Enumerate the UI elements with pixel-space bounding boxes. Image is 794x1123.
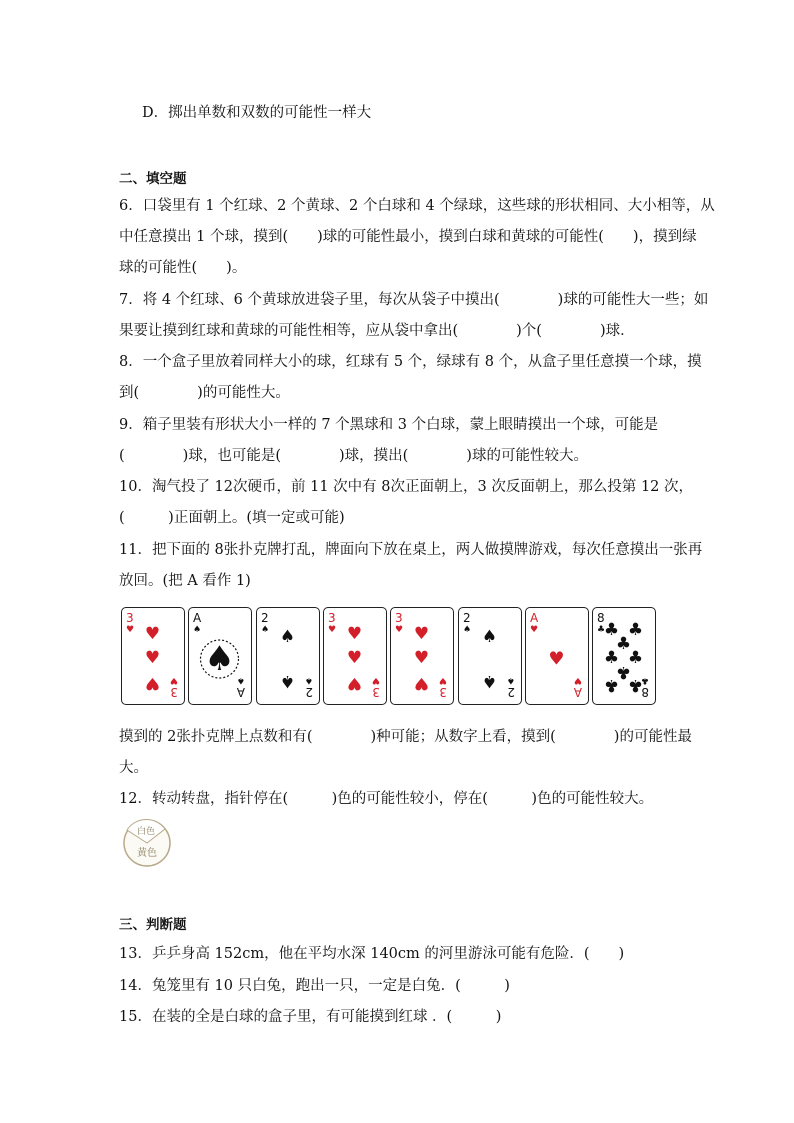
card-corner-suit-icon: ♥ (529, 625, 538, 635)
card-pip-icon: ♠ (481, 671, 497, 691)
card-pip-icon: ♥ (548, 648, 565, 670)
playing-card (458, 607, 522, 705)
playing-card (256, 607, 320, 705)
card-pip-icon: ♣ (615, 634, 632, 654)
question-11-line-1: 11．把下面的 8张扑克牌打乱，牌面向下放在桌上，两人做摸牌游戏，每次任意摸出一张再 (119, 542, 703, 558)
card-corner-suit-icon: ♠ (260, 625, 269, 635)
question-11-line-2: 放回。(把 A 看作 1) (119, 573, 251, 589)
card-pip-icon: ♥ (346, 648, 363, 668)
playing-card (188, 607, 252, 705)
card-corner-suit-icon: ♥ (327, 625, 336, 635)
card-rank-label: A (193, 611, 202, 625)
playing-card (323, 607, 387, 705)
card-rank-label: 8 (641, 685, 650, 699)
card-rank-label: 3 (372, 685, 380, 699)
question-14: 14．兔笼里有 10 只白兔，跑出一只，一定是白兔．( ) (119, 978, 510, 994)
question-15: 15．在装的全是白球的盒子里，有可能摸到红球 ．( ) (119, 1009, 502, 1025)
card-face (459, 608, 520, 703)
card-face (391, 608, 452, 703)
question-9-line-2: ( )球，也可能是( )球，摸出( )球的可能性较大。 (119, 448, 588, 464)
card-face (526, 608, 587, 703)
card-rank-label: 3 (395, 611, 403, 625)
question-11-after-line-1: 摸到的 2张扑克牌上点数和有( )种可能；从数字上看，摸到( )的可能性最 (119, 729, 692, 745)
spinner-figure (122, 818, 172, 868)
card-rank-label: 2 (304, 685, 313, 699)
question-7-line-1: 7．将 4 个红球、6 个黄球放进袋子里，每次从袋子中摸出( )球的可能性大一些；如 (119, 292, 709, 308)
card-pip-icon: ♥ (414, 624, 430, 644)
card-corner-suit-icon: ♠ (193, 625, 202, 635)
card-pip-icon: ♣ (627, 675, 644, 695)
card-pip-icon: ♣ (603, 675, 620, 695)
card-pip-icon: ♠ (279, 671, 295, 691)
question-6-line-3: 球的可能性( )。 (119, 260, 247, 276)
card-pip-icon: ♣ (627, 648, 644, 668)
card-corner-suit-icon: ♠ (237, 675, 246, 685)
question-10-line-2: ( )正面朝上。(填一定或可能) (119, 510, 345, 526)
playing-card (121, 607, 185, 705)
question-7-line-2: 果要让摸到红球和黄球的可能性相等，应从袋中拿出( )个( )球． (119, 323, 635, 339)
card-face (257, 608, 318, 703)
section-3-title: 三、判断题 (119, 917, 187, 933)
card-pip-icon: ♥ (346, 624, 363, 644)
playing-card (390, 607, 454, 705)
card-pip-icon: ♣ (615, 662, 632, 682)
card-rank-label: 2 (462, 611, 471, 625)
card-rank-label: 8 (597, 611, 605, 625)
card-rank-label: A (573, 685, 582, 699)
card-corner-suit-icon: ♥ (573, 675, 582, 685)
card-corner-suit-icon: ♣ (641, 675, 650, 685)
card-pip-icon: ♠ (279, 627, 295, 647)
card-corner-suit-icon: ♥ (439, 675, 448, 685)
question-10-line-1: 10．淘气投了 12次硬币，前 11 次中有 8次正面朝上，3 次反面朝上，那么投第 12 次， (119, 479, 694, 495)
playing-card (525, 607, 589, 705)
question-11-after-line-2: 大。 (119, 760, 148, 776)
card-corner-suit-icon: ♥ (371, 675, 380, 685)
card-rank-label: 2 (260, 611, 269, 625)
spinner-small-label: 白色 (136, 827, 156, 837)
question-6-line-2: 中任意摸出 1 个球，摸到( )球的可能性最小，摸到白球和黄球的可能性( )，摸到绿 (119, 229, 697, 245)
card-corner-suit-icon: ♣ (597, 625, 606, 635)
question-9-line-1: 9．箱子里装有形状大小一样的 7 个黑球和 3 个白球，蒙上眼睛摸出一个球，可能是 (119, 417, 659, 433)
spinner-large-label: 黄色 (137, 848, 157, 859)
card-pip-icon: ♥ (144, 648, 161, 668)
question-8-line-1: 8．一个盒子里放着同样大小的球，红球有 5 个，绿球有 8 个，从盒子里任意摸一个球，摸 (119, 354, 702, 370)
card-corner-suit-icon: ♠ (462, 625, 471, 635)
card-pip-icon: ♥ (414, 673, 430, 693)
card-rank-label: A (237, 685, 246, 699)
card-pip-icon: ♥ (414, 648, 430, 668)
card-pip-icon: ♣ (603, 648, 620, 668)
card-pip-icon: ♥ (144, 673, 161, 693)
card-rank-label: 3 (170, 685, 178, 699)
card-face (189, 608, 250, 703)
card-face (593, 608, 654, 703)
card-corner-suit-icon: ♥ (395, 625, 404, 635)
card-corner-suit-icon: ♥ (126, 625, 135, 635)
card-corner-suit-icon: ♠ (506, 675, 515, 685)
card-rank-label: 3 (327, 611, 336, 625)
card-rank-label: 2 (506, 685, 515, 699)
card-pip-icon: ♠ (204, 639, 236, 679)
card-pip-icon: ♥ (144, 624, 161, 644)
card-pip-icon: ♠ (481, 627, 497, 647)
card-face (122, 608, 183, 703)
playing-cards-row (121, 607, 661, 707)
card-rank-label: 3 (126, 611, 134, 625)
option-d: D．掷出单数和双数的可能性一样大 (142, 105, 372, 121)
card-pip-icon: ♥ (346, 673, 363, 693)
card-rank-label: 3 (439, 685, 448, 699)
card-rank-label: A (529, 611, 539, 625)
question-12: 12．转动转盘，指针停在( )色的可能性较小，停在( )色的可能性较大。 (119, 791, 654, 807)
question-8-line-2: 到( )的可能性大。 (119, 385, 290, 401)
spinner-icon (122, 818, 172, 868)
section-2-title: 二、填空题 (119, 171, 187, 187)
playing-card (592, 607, 656, 705)
question-6-line-1: 6．口袋里有 1 个红球、2 个黄球、2 个白球和 4 个绿球，这些球的形状相同、大小相等，从 (119, 198, 715, 214)
card-pip-icon: ♣ (603, 620, 620, 640)
question-13: 13．乒乒身高 152cm，他在平均水深 140cm 的河里游泳可能有危险．( ) (119, 946, 625, 962)
card-corner-suit-icon: ♠ (304, 675, 313, 685)
card-face (324, 608, 385, 703)
card-corner-suit-icon: ♥ (169, 675, 178, 685)
card-pip-icon: ♣ (627, 620, 644, 640)
